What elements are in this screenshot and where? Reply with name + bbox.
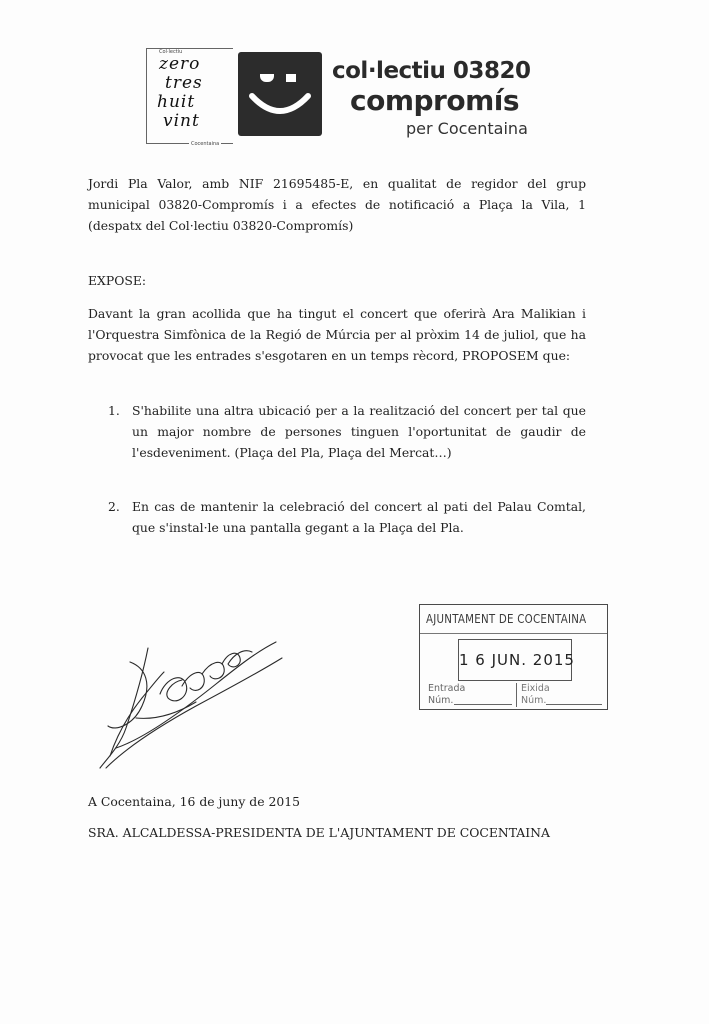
logo-hand-word-2: tres: [165, 73, 203, 93]
stamp-entrada-num-line: [454, 704, 512, 705]
stamp-entrada-num-label: Núm.: [428, 695, 454, 706]
intro-paragraph: Jordi Pla Valor, amb NIF 21695485-E, en qualitat de regidor del grup municipal 03820-Compromís i a efectes de notificació a Plaça la Vila, 1 (despatx del Col·lectiu 03820-Compromís): [88, 176, 586, 233]
stamp-eixida-label: Eixida: [521, 683, 550, 694]
collective-logo-text-block: [146, 48, 233, 147]
handwritten-signature: [86, 628, 286, 788]
stamp-eixida-num-label: Núm.: [521, 695, 547, 706]
list-item-number: 1.: [108, 403, 120, 418]
stamp-date-box: [458, 639, 575, 681]
registry-stamp: [419, 604, 608, 710]
logo-hand-word-4: vint: [163, 111, 200, 131]
org-name-line-2: compromís: [350, 84, 520, 117]
org-name-line-3: per Cocentaina: [406, 119, 528, 138]
davant-paragraph: Davant la gran acollida que ha tingut el concert que oferirà Ara Malikian i l'Orquestra Simfònica de la Regió de Múrcia per al pròxim 14 de juliol, que ha provocat que les entrades s'esgotaren en un temps rècord, PROPOSEM que:: [88, 306, 586, 363]
stamp-column-divider: [516, 683, 517, 707]
place-and-date: A Cocentaina, 16 de juny de 2015: [88, 794, 301, 809]
list-item-text: S'habilite una altra ubicació per a la realització del concert per tal que un major nombre de persones tinguen l'oportunitat de gaudir de l'esdeveniment. (Plaça del Pla, Plaça del Mercat…): [132, 403, 586, 460]
logo-small-bottom-label: Cocentaina: [191, 141, 220, 147]
logo-hand-word-1: zero: [159, 54, 201, 74]
stamp-date: 1 6 JUN. 2015: [459, 651, 575, 669]
logo-smile-icon: [238, 52, 322, 136]
logo-hand-word-3: huit: [157, 92, 196, 112]
stamp-entrada-label: Entrada: [428, 683, 466, 694]
proposal-list-item: [108, 496, 586, 540]
proposal-list-item: [108, 400, 586, 464]
expose-heading: EXPOSE:: [88, 273, 147, 288]
stamp-title: AJUNTAMENT DE COCENTAINA: [426, 611, 587, 626]
stamp-eixida-num-line: [546, 704, 602, 705]
list-item-number: 2.: [108, 499, 120, 514]
addressee-line: SRA. ALCALDESSA-PRESIDENTA DE L'AJUNTAMENT DE COCENTAINA: [88, 825, 550, 840]
stamp-divider: [420, 633, 607, 634]
compromis-smiley-logo-icon: [238, 52, 322, 136]
list-item-text: En cas de mantenir la celebració del concert al pati del Palau Comtal, que s'instal·le una pantalla gegant a la Plaça del Pla.: [132, 499, 586, 535]
org-name-line-1: col·lectiu 03820: [332, 58, 531, 84]
logo-small-top-label: Col·lectiu: [159, 49, 183, 55]
